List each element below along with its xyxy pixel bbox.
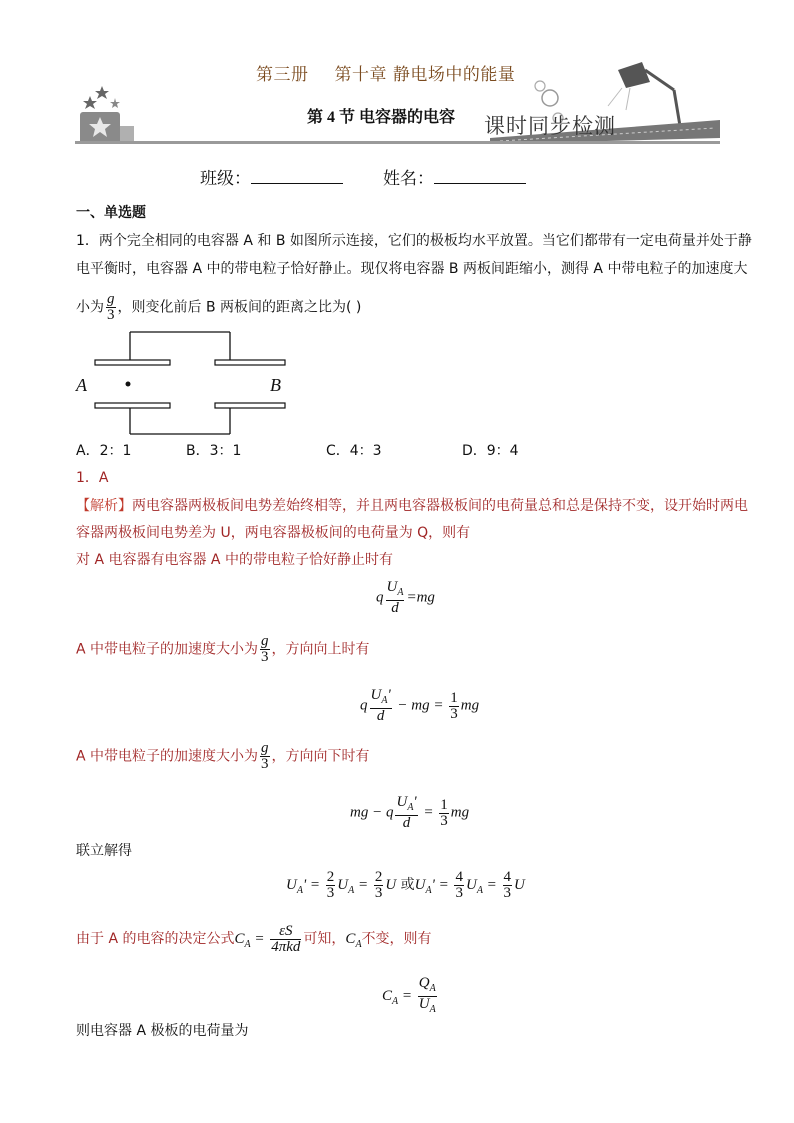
- capacitor-circuit-diagram: [70, 330, 300, 440]
- analysis-line-8: 则电容器 A 极板的电荷量为: [76, 1023, 249, 1039]
- option-c[interactable]: C．4：3: [326, 443, 382, 459]
- bubble-icon: [535, 81, 545, 91]
- analysis-line-2: 容器两极板间电势差为 U，两电容器极板间的电荷量为 Q，则有: [76, 525, 471, 541]
- chapter-label: 第十章 静电场中的能量: [334, 65, 516, 85]
- analysis-line-3: 对 A 电容器有电容器 A 中的带电粒子恰好静止时有: [76, 552, 393, 568]
- analysis-line-1: 【解析】两电容器两极板间电势差始终相等，并且两电容器极板间的电荷量总和总是保持不变，设开始时两电: [76, 498, 748, 514]
- class-label: 班级：: [200, 169, 251, 189]
- capacitor-a-top-plate: [95, 360, 170, 365]
- capacitor-b-top-plate: [215, 360, 285, 365]
- equation-4: $U_A'$ = $\frac{2}{3}$ $U_A$ = $\frac{2}{3}$ U 或$U_A'$ = $\frac{4}{3}$ $U_A$ = $\frac{4}{3}$ U: [286, 869, 525, 901]
- equation-1: q $\frac{U_A}{d}$ =mg: [376, 579, 435, 616]
- equation-2: q $\frac{U_A'}{d}$ − mg = $\frac{1}{3}$ mg: [360, 687, 480, 724]
- chapter-heading: [256, 60, 515, 85]
- class-input-line[interactable]: [251, 169, 343, 184]
- star-icon: [83, 96, 97, 109]
- bubble-icon: [542, 90, 558, 106]
- section-title: 第 4 节 电容器的电容: [307, 109, 456, 126]
- analysis-line-6: 联立解得: [76, 843, 132, 859]
- label-b: B: [270, 375, 281, 395]
- analysis-line-5: A 中带电粒子的加速度大小为 $\frac{g}{3}$ ，方向向下时有: [76, 740, 370, 772]
- star-icon: [95, 86, 109, 99]
- option-a[interactable]: A．2：1: [76, 443, 132, 459]
- option-b[interactable]: B．3：1: [186, 443, 242, 459]
- charged-particle: [126, 382, 131, 387]
- equation-5: $C_A$ = $\frac{Q_A}{U_A}$: [382, 975, 436, 1015]
- option-d[interactable]: D．9：4: [462, 443, 519, 459]
- name-input-line[interactable]: [434, 169, 526, 184]
- star-icon: [110, 98, 120, 108]
- analysis-line-4: A 中带电粒子的加速度大小为 $\frac{g}{3}$ ，方向向上时有: [76, 633, 370, 665]
- analysis-line-7: 由于 A 的电容的决定公式$C_A$ = $\frac{\varepsilon S}{\text{4πkd}}$ 可知，$C_A$不变，则有: [76, 923, 432, 956]
- section-heading: 一、单选题: [76, 205, 146, 221]
- fraction-g-over-3: $\frac{g}{3}$: [107, 291, 115, 323]
- student-info: [200, 164, 566, 189]
- name-label: 姓名：: [383, 169, 434, 189]
- answer-key: 1．A: [76, 470, 109, 486]
- desk-lamp-icon: [608, 62, 692, 130]
- equation-3: mg − q $\frac{U_A'}{d}$ = $\frac{1}{3}$ mg: [350, 794, 470, 831]
- question-line-3: 小为 $\frac{g}{3}$ ，则变化前后 B 两板间的距离之比为( ): [76, 291, 362, 323]
- volume-label: 第三册: [256, 65, 309, 85]
- analysis-tag: 【解析】: [76, 498, 132, 514]
- sync-test-badge: 课时同步检测: [484, 114, 616, 138]
- header-divider: [75, 141, 720, 144]
- capacitor-a-bottom-plate: [95, 403, 170, 408]
- question-line-2: 电平衡时，电容器 A 中的带电粒子恰好静止。现仅将电容器 B 两板间距缩小，测得 A 中带电粒子的加速度大: [76, 261, 748, 277]
- label-a: A: [76, 375, 87, 395]
- capacitor-b-bottom-plate: [215, 403, 285, 408]
- question-line-1: 1．两个完全相同的电容器 A 和 B 如图所示连接，它们的极板均水平放置。当它们都带有一定电荷量并处于静: [76, 233, 752, 249]
